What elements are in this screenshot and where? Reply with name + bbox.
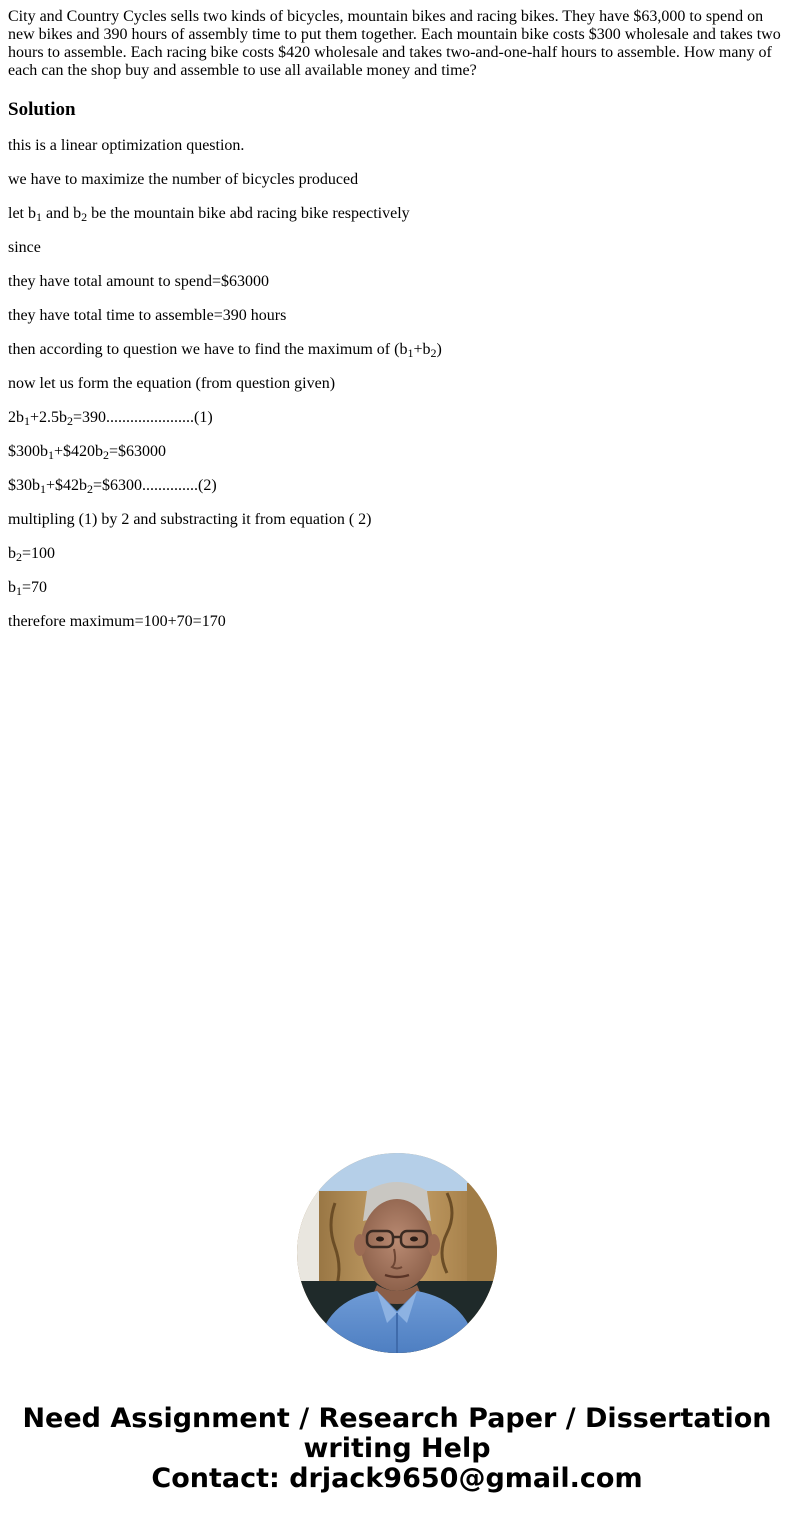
equation-1: $2b_1+2.5b_2=390......................(1)$ (8, 409, 213, 428)
solution-line-10: therefore maximum=100+70=170 (8, 613, 226, 630)
equation-2: $\$300b_1+\$420b_2=\$63000$ (8, 443, 167, 462)
footer-promo (0, 1404, 794, 1494)
solution-line-8: now let us form the equation (from question given) (8, 375, 336, 392)
author-avatar (297, 1153, 497, 1353)
result-b2: $b_2=100$ (8, 545, 56, 564)
solution-heading: Solution (8, 99, 76, 120)
solution-document (8, 8, 786, 631)
solution-line-5: they have total amount to spend=$63000 (8, 273, 269, 290)
question-text: City and Country Cycles sells two kinds of bicycles, mountain bikes and racing bikes. They have $63,000 to spend on new bikes and 390 hours of assembly time to put them together. Each mountain bike costs $300 wholesale and takes two hours to assemble. Each racing bike costs $420 wholesale and takes two-and-one-half hours to assemble. How many of each can the shop buy and assemble to use all available money and time? (8, 8, 781, 79)
solution-line-3: let $b_1$ and $b_2$ be the mountain bike abd racing bike respectively (8, 205, 410, 224)
solution-line-6: they have total time to assemble=390 hours (8, 307, 287, 324)
footer-line-2: writing Help (303, 1433, 491, 1464)
footer-line-1: Need Assignment / Research Paper / Dissertation (22, 1403, 772, 1434)
equation-3: $\$30b_1+\$42b_2=\$6300..............(2)$ (8, 477, 217, 496)
footer-contact: Contact: drjack9650@gmail.com (151, 1463, 643, 1494)
solution-line-7: then according to question we have to find the maximum of $(b_1+b_2)$ (8, 341, 442, 360)
author-portrait-icon (297, 1153, 497, 1353)
solution-line-9: multipling (1) by 2 and substracting it from equation ( 2) (8, 511, 372, 528)
result-b1: $b_1=70$ (8, 579, 48, 598)
solution-line-1: this is a linear optimization question. (8, 137, 245, 154)
solution-line-4: since (8, 239, 41, 256)
solution-line-2: we have to maximize the number of bicycles produced (8, 171, 359, 188)
